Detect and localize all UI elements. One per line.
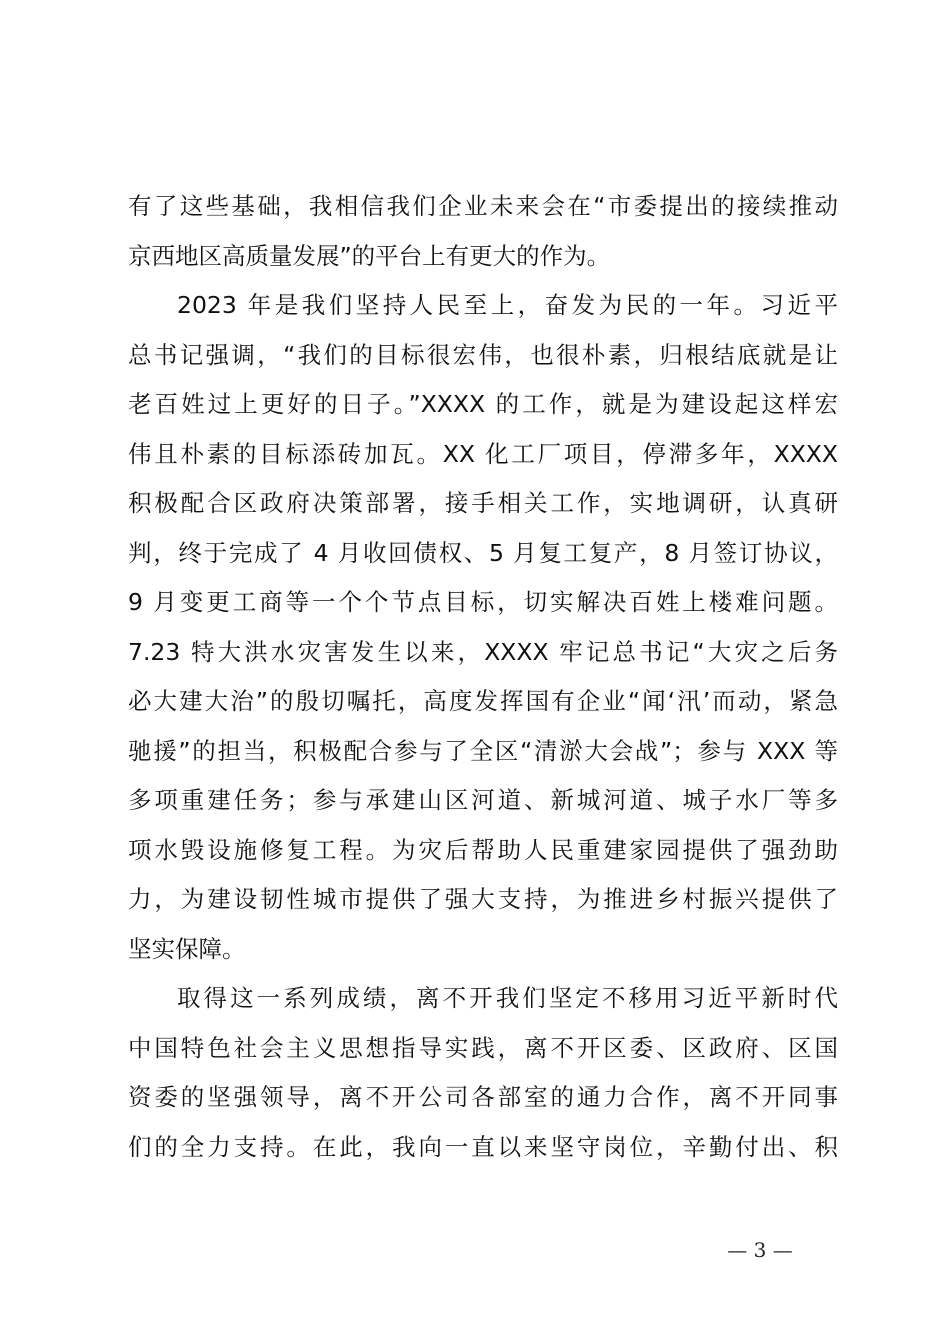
document-body [128,182,838,1172]
text-line: 中国特色社会主义思想指导实践，离不开区委、区政府、区国 [128,1033,838,1062]
paragraph-3 [128,974,838,1172]
paragraph-1 [128,182,838,281]
text-line: 伟且朴素的目标添砖加瓦。XX 化工厂项目，停滞多年，XXXX [128,439,838,468]
text-line: 必大建大治”的殷切嘱托，高度发挥国有企业“闻‘汛’而动，紧急 [128,687,838,715]
text-line: 驰援”的担当，积极配合参与了全区“清淤大会战”；参与 XXX 等 [128,736,838,765]
text-line: 多项重建任务；参与承建山区河道、新城河道、城子水厂等多 [128,786,838,814]
text-line: 7.23 特大洪水灾害发生以来，XXXX 牢记总书记“大灾之后务 [128,637,838,666]
text-line: 力，为建设韧性城市提供了强大支持，为推进乡村振兴提供了 [128,885,838,913]
text-line: 京西地区高质量发展”的平台上有更大的作为。 [128,241,611,270]
text-line: 积极配合区政府决策部署，接手相关工作，实地调研，认真研 [128,489,838,517]
text-line: 有了这些基础，我相信我们企业未来会在“市委提出的接续推动 [128,192,838,220]
text-line: 老百姓过上更好的日子。”XXXX 的工作，就是为建设起这样宏 [128,390,838,418]
text-line: 2023 年是我们坚持人民至上，奋发为民的一年。习近平 [177,291,838,319]
text-line: 总书记强调，“我们的目标很宏伟，也很朴素，归根结底就是让 [128,340,838,369]
text-line: 们的全力支持。在此，我向一直以来坚守岗位，辛勤付出、积 [128,1132,838,1161]
paragraph-2 [128,281,838,974]
text-line: 判，终于完成了 4 月收回债权、5 月复工复产，8 月签订协议， [128,538,838,567]
text-line: 项水毁设施修复工程。为灾后帮助人民重建家园提供了强劲助 [128,835,838,864]
text-line: 9 月变更工商等一个个节点目标，切实解决百姓上楼难问题。 [128,588,838,616]
text-line: 资委的坚强领导，离不开公司各部室的通力合作，离不开同事 [128,1083,838,1111]
text-line: 坚实保障。 [128,934,246,963]
text-line: 取得这一系列成绩，离不开我们坚定不移用习近平新时代 [177,984,838,1012]
page-number: — 3 — [727,1238,793,1262]
